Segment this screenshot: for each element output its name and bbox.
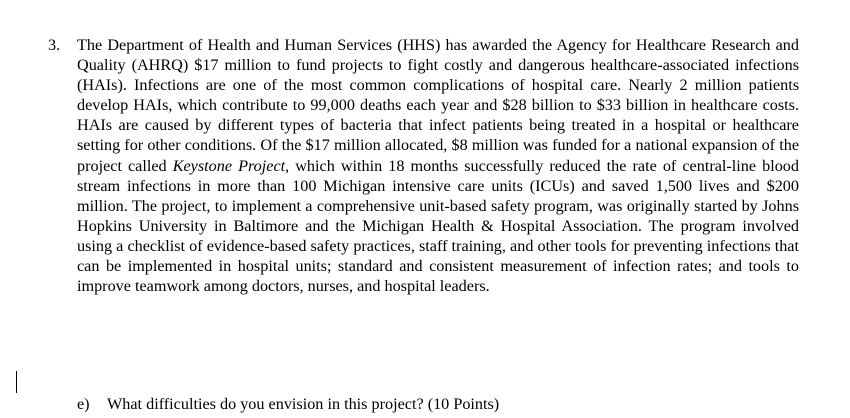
question-number: 3.	[48, 36, 61, 54]
text-cursor	[16, 371, 17, 393]
question-body	[77, 35, 799, 296]
sub-question-text: What difficulties do you envision in this project? (10 Points)	[107, 395, 500, 413]
question-body-part2: , which within 18 months successfully reduced the rate of central-line blood stream infections in more than 100 Michigan intensive care units (ICUs) and saved 1,500 lives and $200 million. The project, to implement a comprehensive unit-based safety program, was originally started by Johns Hopkins University in Baltimore and the Michigan Health & Hospital Association. The program involved using a checklist of evidence-based safety practices, staff training, and other tools for preventing infections that can be implemented in hospital units; standard and consistent measurement of infection rates; and tools to improve teamwork among doctors, nurses, and hospital leaders.	[77, 156, 799, 296]
question-body-part1: The Department of Health and Human Services (HHS) has awarded the Agency for Healthcare Research and Quality (AHRQ) $17 million to fund projects to fight costly and dangerous healthcare-associated infections (HAIs). Infections are one of the most common complications of hospital care. Nearly 2 million patients develop HAIs, which contribute to 99,000 deaths each year and $28 billion to $33 billion in healthcare costs. HAIs are caused by different types of bacteria that infect patients being treated in a hospital or healthcare setting for other conditions. Of the $17 million allocated, $8 million was funded for a national expansion of the project called	[77, 36, 799, 175]
sub-question-e	[77, 394, 499, 414]
project-name: Keystone Project	[172, 156, 286, 175]
sub-question-letter: e)	[77, 395, 90, 413]
